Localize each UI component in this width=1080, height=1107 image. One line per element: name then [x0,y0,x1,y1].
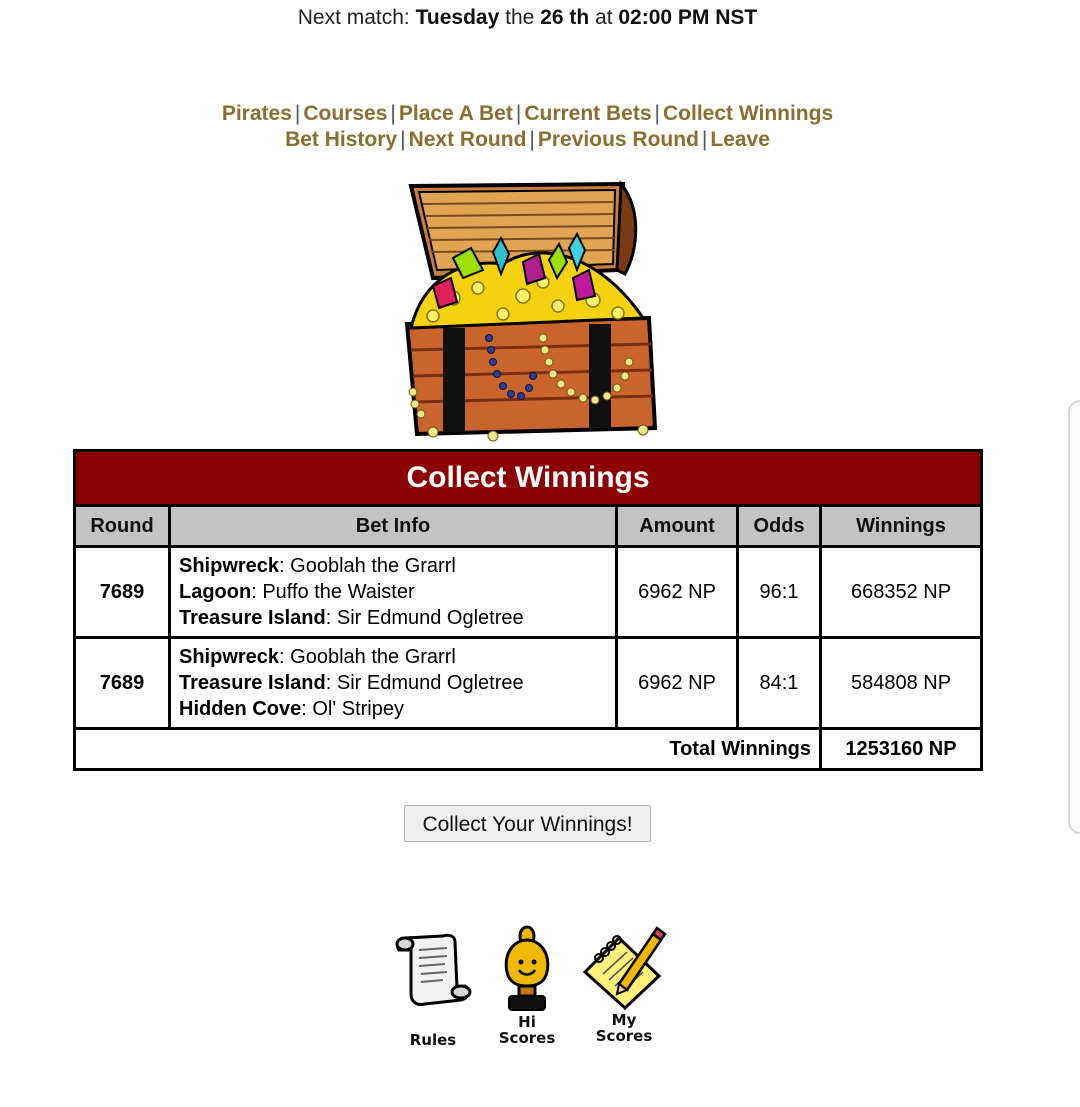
nav-separator: | [701,128,708,151]
nav-link-courses[interactable]: Courses [303,102,388,125]
treasure-chest-icon [393,178,665,446]
pirate-name: : Sir Edmund Ogletree [325,672,524,694]
bet-info-cell [170,638,617,729]
bet-line [179,670,607,696]
column-header-bet-info: Bet Info [170,506,617,547]
nav-link-bet-history[interactable]: Bet History [285,128,398,151]
next-match-time: 02:00 PM NST [618,6,758,29]
pirate-name: : Sir Edmund Ogletree [325,607,524,629]
table-header-row [75,506,982,547]
table-title: Collect Winnings [75,451,982,506]
course-name: Lagoon [179,581,252,603]
nav-link-leave[interactable]: Leave [710,128,770,151]
nav-link-place-a-bet[interactable]: Place A Bet [398,102,513,125]
next-match-day: Tuesday [415,6,500,29]
nav-separator: | [515,102,522,125]
collect-winnings-button[interactable]: Collect Your Winnings! [404,805,651,842]
winnings-table [73,449,983,771]
total-row [75,729,982,770]
nav-separator: | [654,102,660,125]
course-name: Shipwreck [179,646,280,668]
column-header-amount: Amount [617,506,738,547]
nav-link-pirates[interactable]: Pirates [221,102,292,125]
amount-cell: 6962 NP [617,638,738,729]
pirate-name: : Gooblah the Grarrl [279,646,456,668]
next-match-at: at [595,6,613,29]
table-row [75,547,982,638]
round-cell: 7689 [75,638,170,729]
my-scores-label-line2: Scores [595,1027,653,1045]
nav-separator: | [390,102,396,125]
bet-line [179,644,607,670]
next-match-date: 26 th [540,6,590,29]
nav-separator: | [529,128,535,151]
trophy-icon [497,922,557,1014]
hi-scores-label-line1: Hi [518,1013,536,1031]
nav-separator: | [294,102,301,125]
nav-link-collect-winnings[interactable]: Collect Winnings [663,102,834,125]
odds-cell: 96:1 [738,547,821,638]
table-title-row [75,451,982,506]
nav-link-next-round[interactable]: Next Round [408,128,527,151]
bet-line [179,579,607,605]
pirate-name: : Ol' Stripey [301,698,404,720]
bet-line [179,553,607,579]
total-winnings-label: Total Winnings [75,729,821,770]
pirate-name: : Gooblah the Grarrl [279,555,456,577]
nav-separator: | [400,128,406,151]
total-winnings-value: 1253160 NP [821,729,982,770]
bet-info-cell [170,547,617,638]
pirate-name: : Puffo the Waister [251,581,415,603]
next-match-prefix: Next match: [297,6,410,29]
course-name: Treasure Island [179,672,326,694]
rules-link[interactable] [388,928,478,1048]
nav-link-current-bets[interactable]: Current Bets [524,102,652,125]
bet-line [179,696,607,722]
amount-cell: 6962 NP [617,547,738,638]
hi-scores-label-line2: Scores [498,1029,556,1047]
nav-row-2 [0,127,1055,153]
table-row [75,638,982,729]
scroll-icon [391,928,475,1010]
rules-label: Rules [409,1031,457,1049]
course-name: Hidden Cove [179,698,302,720]
column-header-winnings: Winnings [821,506,982,547]
column-header-odds: Odds [738,506,821,547]
notepad-pencil-icon [579,924,669,1012]
winnings-cell: 584808 NP [821,638,982,729]
my-scores-label-line1: My [611,1011,637,1029]
nav-row-1 [0,101,1055,127]
round-cell: 7689 [75,547,170,638]
my-scores-link[interactable] [578,924,670,1044]
odds-cell: 84:1 [738,638,821,729]
course-name: Treasure Island [179,607,326,629]
column-header-round: Round [75,506,170,547]
bet-line [179,605,607,631]
hi-scores-link[interactable] [490,922,564,1046]
course-name: Shipwreck [179,555,280,577]
side-scroll-handle[interactable] [1068,400,1080,834]
next-match-the: the [505,6,535,29]
navigation [0,101,1055,153]
nav-link-previous-round[interactable]: Previous Round [537,128,699,151]
winnings-cell: 668352 NP [821,547,982,638]
next-match-info [0,6,1055,30]
